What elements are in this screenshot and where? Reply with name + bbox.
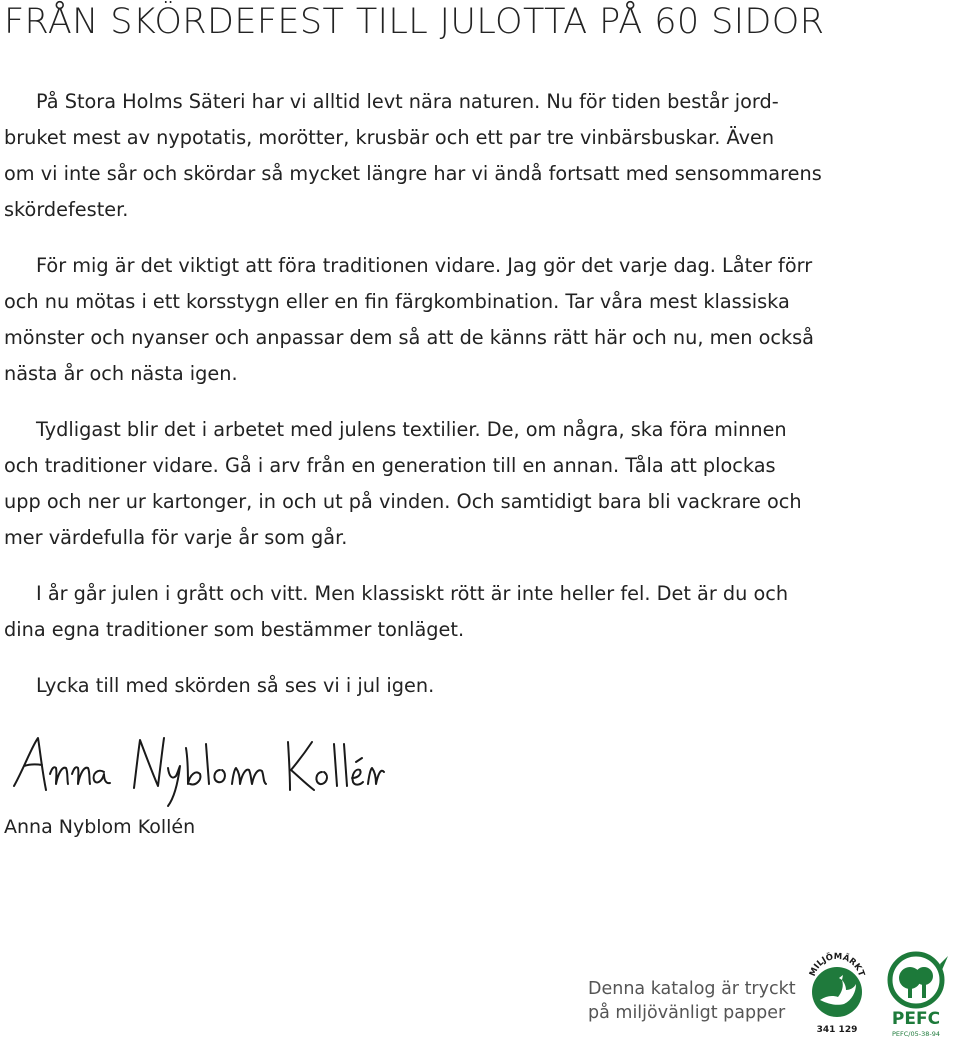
signature-name: Anna Nyblom Kollén (4, 816, 196, 838)
eco-note-line: Denna katalog är tryckt (588, 979, 796, 999)
pefc-logo-icon (880, 950, 956, 1038)
paragraph-line: mer värdefulla för varje år som går. (4, 526, 348, 549)
page-title: FRÅN SKÖRDEFEST TILL JULOTTA PÅ 60 SIDOR (4, 2, 825, 42)
paragraph-3 (4, 412, 824, 556)
paragraph-line: Tydligast blir det i arbetet med julens textilier. De, om några, ska föra minnen (36, 418, 787, 441)
paragraph-5 (4, 668, 824, 704)
paragraph-1 (4, 84, 824, 228)
paragraph-line: Lycka till med skörden så ses vi i jul igen. (36, 674, 435, 697)
paragraph-line: dina egna traditioner som bestämmer tonläget. (4, 618, 465, 641)
handwritten-signature (6, 728, 386, 808)
paragraph-line: om vi inte sår och skördar så mycket längre har vi ändå fortsatt med sensommarens (4, 162, 822, 185)
paragraph-line: upp och ner ur kartonger, in och ut på vinden. Och samtidigt bara bli vackrare och (4, 490, 802, 513)
paragraph-line: skördefester. (4, 198, 129, 221)
swan-label-text: MILJÖMÄRKT (807, 951, 867, 978)
pefc-label-text: PEFC (891, 1009, 941, 1029)
paragraph-line: mönster och nyanser och anpassar dem så att de känns rätt här och nu, men också (4, 326, 815, 349)
pefc-code-text: PEFC/05-38-94 (892, 1030, 940, 1038)
paragraph-line: och traditioner vidare. Gå i arv från en generation till en annan. Tåla att plockas (4, 454, 776, 477)
paragraph-line: bruket mest av nypotatis, morötter, krusbär och ett par tre vinbärsbuskar. Även (4, 126, 775, 149)
paragraph-line: På Stora Holms Säteri har vi alltid levt nära naturen. Nu för tiden består jord- (36, 90, 779, 113)
letter-body (4, 84, 824, 724)
swan-license-number: 341 129 (816, 1025, 858, 1035)
eco-note-line: på miljövänligt papper (588, 1003, 786, 1023)
paragraph-line: och nu mötas i ett korsstygn eller en fin färgkombination. Tar våra mest klassiska (4, 290, 790, 313)
paragraph-line: För mig är det viktigt att föra traditionen vidare. Jag gör det varje dag. Låter förr (36, 254, 813, 277)
nordic-swan-ecolabel-icon (806, 948, 868, 1036)
eco-paper-note (588, 977, 796, 1025)
paragraph-4 (4, 576, 824, 648)
paragraph-line: I år går julen i grått och vitt. Men klassiskt rött är inte heller fel. Det är du och (36, 582, 789, 605)
paragraph-line: nästa år och nästa igen. (4, 362, 238, 385)
paragraph-2 (4, 248, 824, 392)
